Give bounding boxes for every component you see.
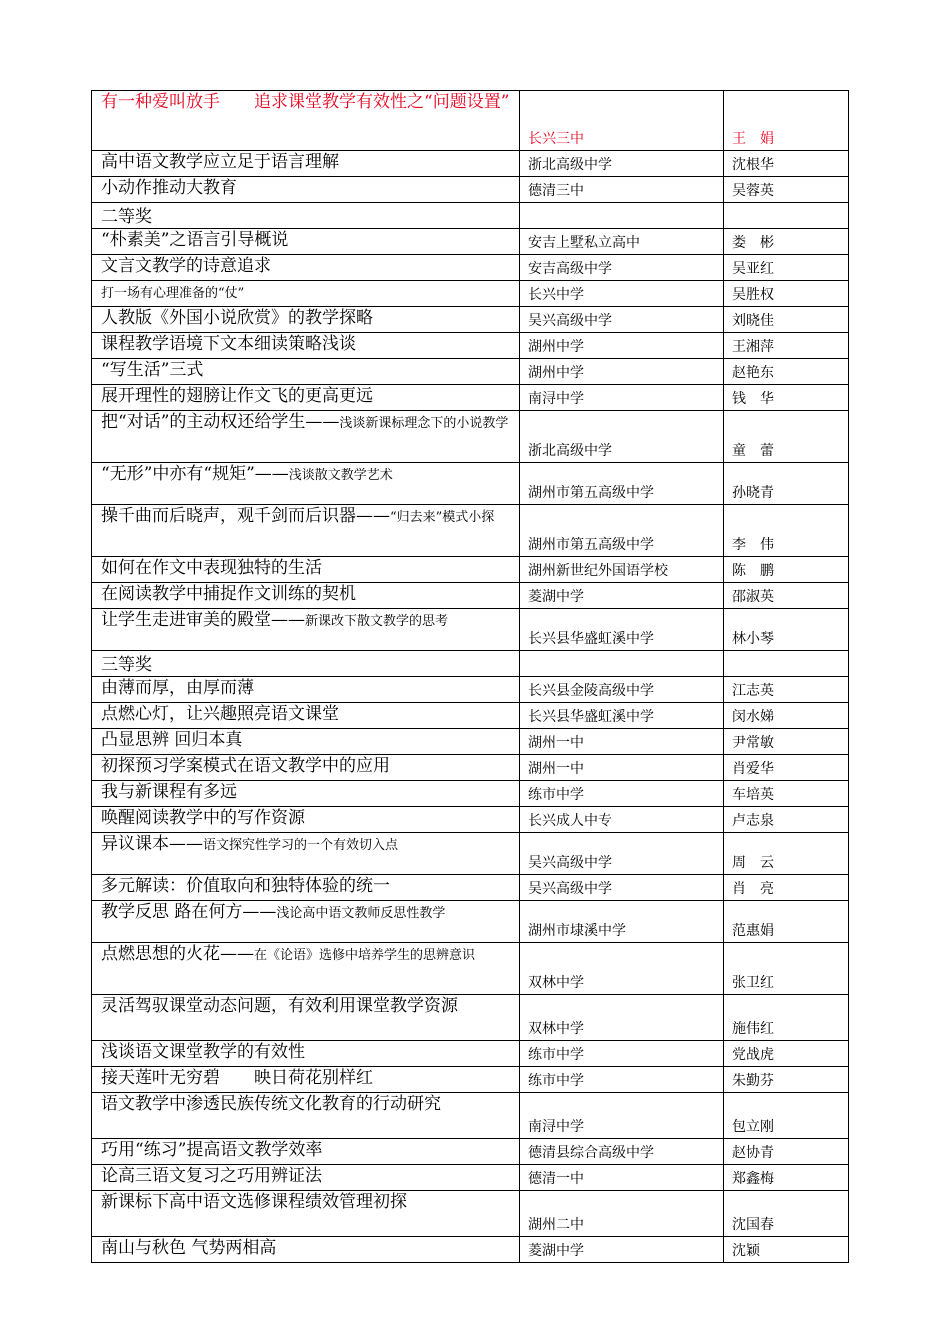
school-cell [520,755,724,781]
author-cell [724,755,849,781]
paper-title-cell [92,1067,520,1093]
author-name: 江志英 [732,683,774,699]
school-name: 德清三中 [528,183,584,199]
school-name: 双林中学 [528,975,584,991]
paper-title-main: 如何在作文中表现独特的生活 [101,558,322,578]
paper-title-main: 语文教学中渗透民族传统文化教育的行动研究 [101,1094,441,1114]
school-cell [520,943,724,995]
author-cell [724,505,849,557]
paper-title-main: 文言文教学的诗意追求 [101,256,271,276]
school-cell [520,583,724,609]
author-name: 赵艳东 [732,365,774,381]
table-row [92,1237,849,1263]
paper-subtitle: 在《论语》选修中培养学生的思辨意识 [254,948,476,963]
table-row [92,411,849,463]
author-cell [724,255,849,281]
table-row [92,229,849,255]
school-name: 湖州二中 [528,1217,584,1233]
paper-title-cell [92,1237,520,1263]
paper-title [101,411,519,435]
author-name: 陈 鹏 [732,563,774,579]
school-cell [520,609,724,651]
school-cell [520,781,724,807]
paper-title [101,1067,519,1089]
author-cell [724,359,849,385]
paper-title-cell [92,703,520,729]
school-cell [520,255,724,281]
paper-title-main: “无形”中亦有“规矩”—— [101,464,289,484]
school-name: 菱湖中学 [528,1243,584,1259]
author-cell [724,557,849,583]
paper-title [101,151,519,173]
paper-title-main: 接天莲叶无穷碧 映日荷花别样红 [101,1068,373,1088]
award-level-cell [92,651,520,677]
school-cell [520,281,724,307]
paper-subtitle: 新课改下散文教学的思考 [305,614,449,629]
table-row [92,1067,849,1093]
school-cell [520,463,724,505]
paper-title [101,807,519,829]
paper-title [101,333,519,355]
author-name: 李 伟 [732,537,774,553]
paper-title-cell [92,91,520,151]
author-cell [724,151,849,177]
paper-title-main: 异议课本—— [101,834,203,854]
paper-title-cell [92,609,520,651]
paper-title [101,729,519,751]
school-cell [520,91,724,151]
table-row [92,557,849,583]
author-cell [724,385,849,411]
author-name: 包立刚 [732,1119,774,1135]
author-name: 郑鑫梅 [732,1171,774,1187]
paper-title-main: 由薄而厚，由厚而薄 [101,678,254,698]
paper-title-main: 唤醒阅读教学中的写作资源 [101,808,305,828]
author-name: 童 蕾 [732,443,774,459]
paper-title-main: 南山与秋色 气势两相高 [101,1238,277,1258]
school-cell [520,1041,724,1067]
paper-title-cell [92,1191,520,1237]
author-cell [724,1041,849,1067]
school-name: 湖州市第五高级中学 [528,537,654,553]
school-cell [520,875,724,901]
table-row [92,91,849,151]
paper-title-main: 点燃思想的火花—— [101,944,254,964]
table-row [92,1191,849,1237]
paper-title-main: 我与新课程有多远 [101,782,237,802]
table-row [92,781,849,807]
author-name: 邵淑英 [732,589,774,605]
paper-title-cell [92,359,520,385]
paper-title [101,91,519,113]
school-name: 南浔中学 [528,1119,584,1135]
paper-title-cell [92,875,520,901]
table-row [92,703,849,729]
table-row [92,583,849,609]
author-cell [724,995,849,1041]
author-name: 孙晓青 [732,485,774,501]
paper-title [101,385,519,407]
paper-subtitle: 浅谈散文教学艺术 [288,468,393,483]
paper-title [101,1165,519,1187]
table-row [92,995,849,1041]
school-name: 德清一中 [528,1171,584,1187]
author-cell [724,1237,849,1263]
author-name: 王湘萍 [732,339,774,355]
school-cell [520,359,724,385]
paper-title-cell [92,1139,520,1165]
school-name: 吴兴高级中学 [528,313,612,329]
paper-title-main: 新课标下高中语文选修课程绩效管理初探 [101,1192,407,1212]
paper-title [101,755,519,777]
paper-title-main: 有一种爱叫放手 追求课堂教学有效性之“问题设置” [101,92,510,112]
school-cell [520,557,724,583]
table-row [92,1041,849,1067]
school-name: 练市中学 [528,1047,584,1063]
paper-title [101,609,519,633]
author-cell [724,177,849,203]
school-cell [520,995,724,1041]
paper-title-main: 浅谈语文课堂教学的有效性 [101,1042,305,1062]
author-cell [724,281,849,307]
empty-cell [520,651,724,677]
empty-cell [520,203,724,229]
school-name: 湖州中学 [528,339,584,355]
author-name: 吴蓉英 [732,183,774,199]
author-name: 尹常敏 [732,735,774,751]
school-name: 长兴县金陵高级中学 [528,683,654,699]
paper-title-cell [92,807,520,833]
paper-title-main: 多元解读：价值取向和独特体验的统一 [101,876,390,896]
paper-title-cell [92,151,520,177]
author-cell [724,609,849,651]
author-name: 钱 华 [732,391,774,407]
paper-title-cell [92,1165,520,1191]
school-name: 湖州中学 [528,365,584,381]
paper-title-cell [92,901,520,943]
school-cell [520,229,724,255]
paper-title-main: 论高三语文复习之巧用辨证法 [101,1166,322,1186]
author-name: 王 娟 [732,131,774,147]
school-name: 湖州一中 [528,761,584,777]
author-name: 党战虎 [732,1047,774,1063]
paper-title [101,781,519,803]
paper-title [101,1041,519,1063]
author-name: 吴胜权 [732,287,774,303]
table-row [92,943,849,995]
award-level-heading-row [92,651,849,677]
author-cell [724,901,849,943]
paper-title-cell [92,729,520,755]
paper-title-cell [92,281,520,307]
paper-title-cell [92,943,520,995]
paper-title-main: 人教版《外国小说欣赏》的教学探略 [101,308,373,328]
author-cell [724,411,849,463]
school-name: 长兴县华盛虹溪中学 [528,709,654,725]
paper-title-main: 操千曲而后晓声，观千剑而后识器—— [101,506,390,526]
author-cell [724,677,849,703]
author-cell [724,1191,849,1237]
author-cell [724,875,849,901]
table-row [92,505,849,557]
school-name: 德清县综合高级中学 [528,1145,654,1161]
school-cell [520,807,724,833]
author-cell [724,91,849,151]
award-level-heading: 二等奖 [101,207,152,227]
paper-title-cell [92,385,520,411]
author-name: 吴亚红 [732,261,774,277]
paper-title-main: 灵活驾驭课堂动态问题，有效利用课堂教学资源 [101,996,458,1016]
empty-cell [724,203,849,229]
awards-table-body [92,91,849,1263]
author-cell [724,703,849,729]
paper-title-cell [92,583,520,609]
school-name: 南浔中学 [528,391,584,407]
paper-title-main: 高中语文教学应立足于语言理解 [101,152,339,172]
paper-title-main: 课程教学语境下文本细读策略浅谈 [101,334,356,354]
paper-title [101,463,519,487]
school-cell [520,901,724,943]
author-cell [724,781,849,807]
paper-title [101,281,519,305]
paper-title-cell [92,781,520,807]
school-cell [520,677,724,703]
paper-title-cell [92,255,520,281]
table-row [92,255,849,281]
award-level-heading-row [92,203,849,229]
school-name: 长兴成人中专 [528,813,612,829]
paper-title-cell [92,995,520,1041]
author-name: 范惠娟 [732,923,774,939]
paper-title [101,229,519,251]
paper-title-cell [92,677,520,703]
school-name: 长兴三中 [528,131,584,147]
paper-title-cell [92,177,520,203]
school-name: 安吉上墅私立高中 [528,235,640,251]
paper-title [101,359,519,381]
paper-title [101,677,519,699]
school-name: 浙北高级中学 [528,443,612,459]
paper-title [101,583,519,605]
school-name: 湖州市埭溪中学 [528,923,626,939]
table-row [92,359,849,385]
school-name: 湖州一中 [528,735,584,751]
paper-title-main: 凸显思辨 回归本真 [101,730,243,750]
table-row [92,1165,849,1191]
paper-title [101,1191,519,1213]
author-cell [724,1165,849,1191]
author-name: 朱勤芬 [732,1073,774,1089]
author-name: 林小琴 [732,631,774,647]
paper-title-cell [92,463,520,505]
paper-title-cell [92,1093,520,1139]
paper-title-main: “朴素美”之语言引导概说 [101,230,289,250]
school-cell [520,703,724,729]
table-row [92,385,849,411]
paper-title [101,557,519,579]
awards-table [91,90,849,1263]
author-name: 沈颖 [732,1243,760,1259]
school-name: 湖州市第五高级中学 [528,485,654,501]
paper-title [101,875,519,897]
paper-title-cell [92,833,520,875]
paper-title [101,307,519,329]
table-row [92,875,849,901]
paper-title [101,255,519,277]
school-name: 练市中学 [528,787,584,803]
school-name: 吴兴高级中学 [528,881,612,897]
author-name: 张卫红 [732,975,774,991]
author-cell [724,807,849,833]
table-row [92,177,849,203]
award-level-cell [92,203,520,229]
table-row [92,755,849,781]
paper-title-cell [92,557,520,583]
table-row [92,151,849,177]
author-name: 肖 亮 [732,881,774,897]
school-cell [520,1067,724,1093]
author-name: 闵水娣 [732,709,774,725]
author-cell [724,307,849,333]
school-cell [520,1165,724,1191]
author-name: 沈根华 [732,157,774,173]
author-cell [724,943,849,995]
paper-title [101,1237,519,1259]
paper-title-cell [92,755,520,781]
paper-title-main: 让学生走进审美的殿堂—— [101,610,305,630]
author-cell [724,1093,849,1139]
school-cell [520,1093,724,1139]
paper-subtitle: 语文探究性学习的一个有效切入点 [203,838,399,853]
paper-title-main: 在阅读教学中捕捉作文训练的契机 [101,584,356,604]
award-level-heading: 三等奖 [101,655,152,675]
author-cell [724,729,849,755]
table-row [92,833,849,875]
author-name: 卢志泉 [732,813,774,829]
author-cell [724,583,849,609]
author-name: 刘晓佳 [732,313,774,329]
author-name: 周 云 [732,855,774,871]
paper-title [101,995,519,1017]
table-row [92,463,849,505]
author-cell [724,1139,849,1165]
table-row [92,1139,849,1165]
paper-title-main: 初探预习学案模式在语文教学中的应用 [101,756,390,776]
paper-subtitle: 浅谈新课标理念下的小说教学 [339,416,509,431]
school-name: 吴兴高级中学 [528,855,612,871]
table-row [92,281,849,307]
school-cell [520,729,724,755]
school-cell [520,385,724,411]
school-name: 长兴中学 [528,287,584,303]
author-cell [724,1067,849,1093]
table-row [92,677,849,703]
school-name: 菱湖中学 [528,589,584,605]
school-cell [520,1139,724,1165]
school-cell [520,177,724,203]
paper-title-main: 巧用“练习”提高语文教学效率 [101,1140,323,1160]
paper-title-cell [92,229,520,255]
paper-title [101,943,519,967]
paper-title [101,505,519,529]
paper-subtitle: 浅论高中语文教师反思性教学 [276,906,446,921]
paper-title-cell [92,307,520,333]
paper-title-main: 点燃心灯，让兴趣照亮语文课堂 [101,704,339,724]
school-name: 练市中学 [528,1073,584,1089]
author-name: 车培英 [732,787,774,803]
paper-title-cell [92,411,520,463]
author-name: 沈国春 [732,1217,774,1233]
school-cell [520,833,724,875]
school-name: 双林中学 [528,1021,584,1037]
paper-title-cell [92,333,520,359]
paper-title-main: 展开理性的翅膀让作文飞的更高更远 [101,386,373,406]
school-cell [520,411,724,463]
paper-title-cell [92,1041,520,1067]
author-name: 肖爱华 [732,761,774,777]
school-name: 长兴县华盛虹溪中学 [528,631,654,647]
table-row [92,807,849,833]
table-row [92,1093,849,1139]
paper-title [101,177,519,199]
paper-title [101,1093,519,1115]
paper-title [101,703,519,725]
school-cell [520,1237,724,1263]
author-name: 施伟红 [732,1021,774,1037]
school-cell [520,151,724,177]
table-row [92,729,849,755]
paper-subtitle: “归去来”模式小探 [390,510,495,525]
author-cell [724,463,849,505]
paper-title-main: 小动作推动大教育 [101,178,237,198]
paper-title-main: 把“对话”的主动权还给学生—— [101,412,340,432]
paper-title [101,901,519,925]
paper-title-main: 打一场有心理准备的“仗” [101,286,245,301]
author-cell [724,833,849,875]
school-name: 湖州新世纪外国语学校 [528,563,668,579]
author-cell [724,333,849,359]
school-cell [520,505,724,557]
table-row [92,307,849,333]
paper-title [101,833,519,857]
author-name: 赵协青 [732,1145,774,1161]
table-row [92,609,849,651]
paper-title-cell [92,505,520,557]
author-name: 娄 彬 [732,235,774,251]
paper-title-main: 教学反思 路在何方—— [101,902,277,922]
table-row [92,333,849,359]
table-row [92,901,849,943]
empty-cell [724,651,849,677]
author-cell [724,229,849,255]
school-cell [520,307,724,333]
school-name: 浙北高级中学 [528,157,612,173]
paper-title [101,1139,519,1161]
school-cell [520,1191,724,1237]
school-name: 安吉高级中学 [528,261,612,277]
paper-title-main: “写生活”三式 [101,360,204,380]
school-cell [520,333,724,359]
